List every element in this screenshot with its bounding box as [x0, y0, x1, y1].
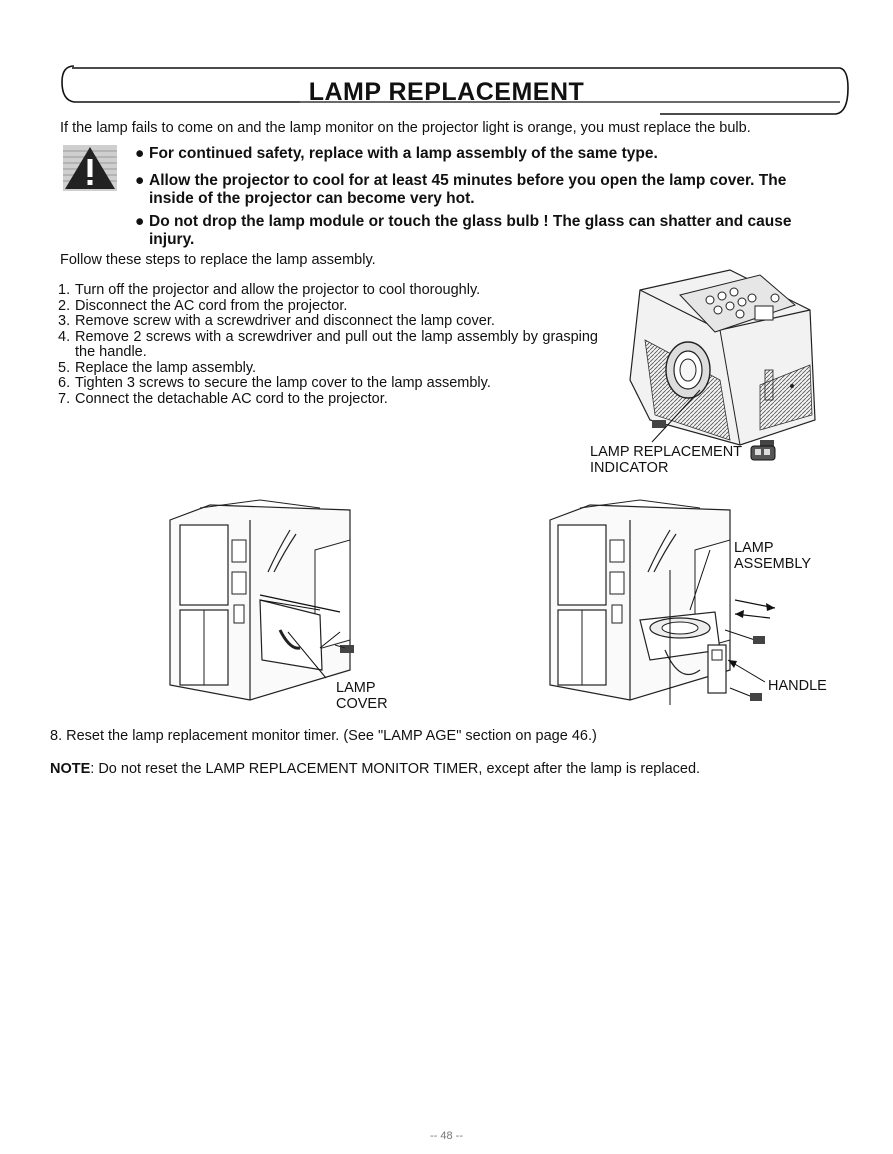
step-item: 2. Disconnect the AC cord from the projector. [58, 297, 348, 314]
step-item: 1. Turn off the projector and allow the projector to cool thoroughly. [58, 282, 481, 298]
lamp-cover-label: LAMP [336, 680, 376, 696]
bullet-icon: ● [135, 213, 145, 230]
bullet-icon: ● [135, 145, 145, 162]
indicator-label: LAMP REPLACEMENT [590, 444, 743, 460]
lamp-assembly-label: LAMP [734, 540, 774, 556]
warning-text: Do not drop the lamp module or touch the glass bulb ! The glass can shatter and cause injury. [149, 213, 792, 248]
warning-icon [63, 145, 117, 191]
step-item: 6. Tighten 3 screws to secure the lamp cover to the lamp assembly. [58, 375, 491, 391]
step-item: 5. Replace the lamp assembly. [58, 359, 257, 376]
note-label: NOTE [50, 761, 91, 777]
note-text: : Do not reset the LAMP REPLACEMENT MONITOR TIMER, except after the lamp is replaced. [90, 761, 701, 777]
lamp-cover-illustration [170, 500, 370, 700]
page-number: -- 48 -- [430, 1130, 463, 1142]
intro-text: If the lamp fails to come on and the lamp monitor on the projector light is orange, you must replace the bulb. [60, 120, 751, 136]
handle-label: HANDLE [768, 678, 827, 694]
lamp-assembly-label-line2: ASSEMBLY [734, 556, 812, 572]
note-paragraph [50, 761, 700, 777]
warning-text: For continued safety, replace with a lamp assembly of the same type. [149, 145, 658, 162]
lamp-assembly-illustration [540, 500, 780, 710]
indicator-label-line2: INDICATOR [590, 460, 669, 476]
step-item: 3. Remove screw with a screwdriver and disconnect the lamp cover. [58, 313, 495, 329]
step-8-text: 8. Reset the lamp replacement monitor timer. (See "LAMP AGE" section on page 46.) [50, 728, 597, 744]
warning-item [135, 145, 825, 163]
step-item: 7. Connect the detachable AC cord to the projector. [58, 390, 388, 407]
warning-text: Allow the projector to cool for at least 45 minutes before you open the lamp cover. The inside of the projector can become very hot. [149, 172, 787, 207]
step-item: 4. Remove 2 screws with a screwdriver and pull out the lamp assembly by grasping the handle. [58, 328, 598, 360]
bullet-icon: ● [135, 172, 145, 189]
follow-text: Follow these steps to replace the lamp assembly. [60, 252, 376, 268]
lamp-cover-label-line2: COVER [336, 696, 388, 712]
projector-illustration [610, 270, 820, 470]
steps-list [58, 283, 598, 407]
indicator-led-icon [750, 445, 778, 463]
page-title: LAMP REPLACEMENT [308, 78, 585, 106]
warning-item [135, 213, 825, 249]
warning-item [135, 172, 825, 208]
